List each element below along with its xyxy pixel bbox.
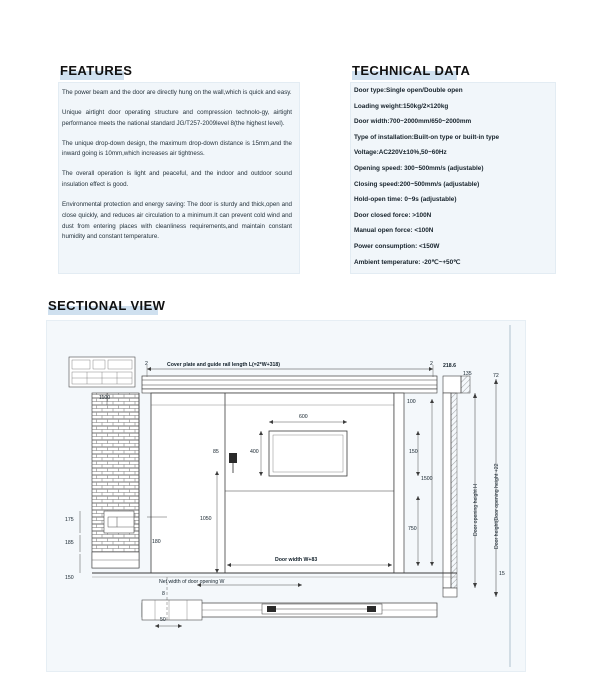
technical-item: Opening speed: 300~500mm/s (adjustable): [354, 164, 484, 172]
label-net-width: Net width of door opening W: [159, 579, 225, 585]
label-dim-175: 175: [65, 517, 74, 523]
label-door-height: Door height(Door opening height +22: [494, 463, 500, 549]
technical-item: Type of installation:Built-on type or built-in type: [354, 133, 500, 141]
label-top-right-2: 2: [430, 361, 433, 367]
label-dim-135: 135: [463, 371, 472, 377]
technical-item: Loading weight:150kg/2×120kg: [354, 102, 449, 110]
label-dim-600: 600: [299, 414, 308, 420]
features-title: FEATURES: [60, 63, 133, 78]
label-dim-85: 85: [213, 449, 219, 455]
label-dim-1500: 1500: [421, 476, 433, 482]
technical-item: Door type:Single open/Double open: [354, 87, 463, 94]
technical-item: Power consumption: <150W: [354, 242, 440, 250]
label-dim-15: 15: [499, 571, 505, 577]
label-dim-1100: 1100: [99, 395, 111, 401]
label-door-opening-height: Door opening height H: [473, 484, 479, 536]
label-dim-50: 50: [160, 617, 166, 623]
features-paragraph: Environmental protection and energy saving: The door is sturdy and thick,open and close quickly, and reduces air circulation to a minimum.It can prevent cold wind and dust from entering places with cleanliness requirements,and maintain constant humidity and constant temperature.: [62, 200, 292, 241]
features-paragraph: Unique airtight door operating structure and compression technolo-gy, airtight performance meets the national standard JG/T257-2009level 8(the highest level).: [62, 108, 292, 127]
label-dim-8: 8: [162, 591, 165, 597]
features-paragraph: The overall operation is light and peaceful, and the indoor and outdoor sound insulation effect is good.: [62, 170, 292, 189]
label-dim-180: 180: [152, 539, 161, 545]
technical-item: Door closed force: >100N: [354, 211, 432, 219]
technical-item: Voltage:AC220V±10%,50~60Hz: [354, 149, 447, 157]
label-dim-185: 185: [65, 540, 74, 546]
label-cover-plate: Cover plate and guide rail length L(=2*W+318): [167, 362, 280, 368]
sectional-drawing-svg: [47, 321, 525, 671]
label-dim-1050: 1050: [200, 516, 212, 522]
label-top-left-2: 2: [145, 361, 148, 367]
label-dim-218-6: 218.6: [443, 363, 456, 369]
features-paragraph: The power beam and the door are directly hung on the wall,which is quick and easy.: [62, 89, 292, 96]
sectional-view-drawing: [46, 320, 526, 672]
label-door-width: Door width W+83: [275, 557, 318, 563]
technical-item: Hold-open time: 0~9s (adjustable): [354, 196, 457, 204]
features-paragraph: The unique drop-down design, the maximum drop-down distance is 15mm,and the inward going is 10mm,which increases air tightness.: [62, 139, 292, 158]
label-dim-750: 750: [408, 526, 417, 532]
technical-list: [354, 88, 554, 275]
label-dim-72: 72: [493, 373, 499, 379]
label-dim-150-upper: 150: [409, 449, 418, 455]
technical-item: Closing speed:200~500mm/s (adjustable): [354, 180, 480, 188]
label-dim-100-right: 100: [407, 399, 416, 405]
technical-title: TECHNICAL DATA: [352, 63, 471, 78]
sectional-title: SECTIONAL VIEW: [48, 298, 166, 313]
technical-item: Ambient temperature: -20℃~+50℃: [354, 258, 461, 266]
label-dim-150-lower: 150: [65, 575, 74, 581]
technical-item: Manual open force: <100N: [354, 227, 434, 235]
label-dim-400: 400: [250, 449, 259, 455]
features-text: [62, 88, 292, 252]
technical-item: Door width:700~2000mm/650~2000mm: [354, 118, 472, 126]
